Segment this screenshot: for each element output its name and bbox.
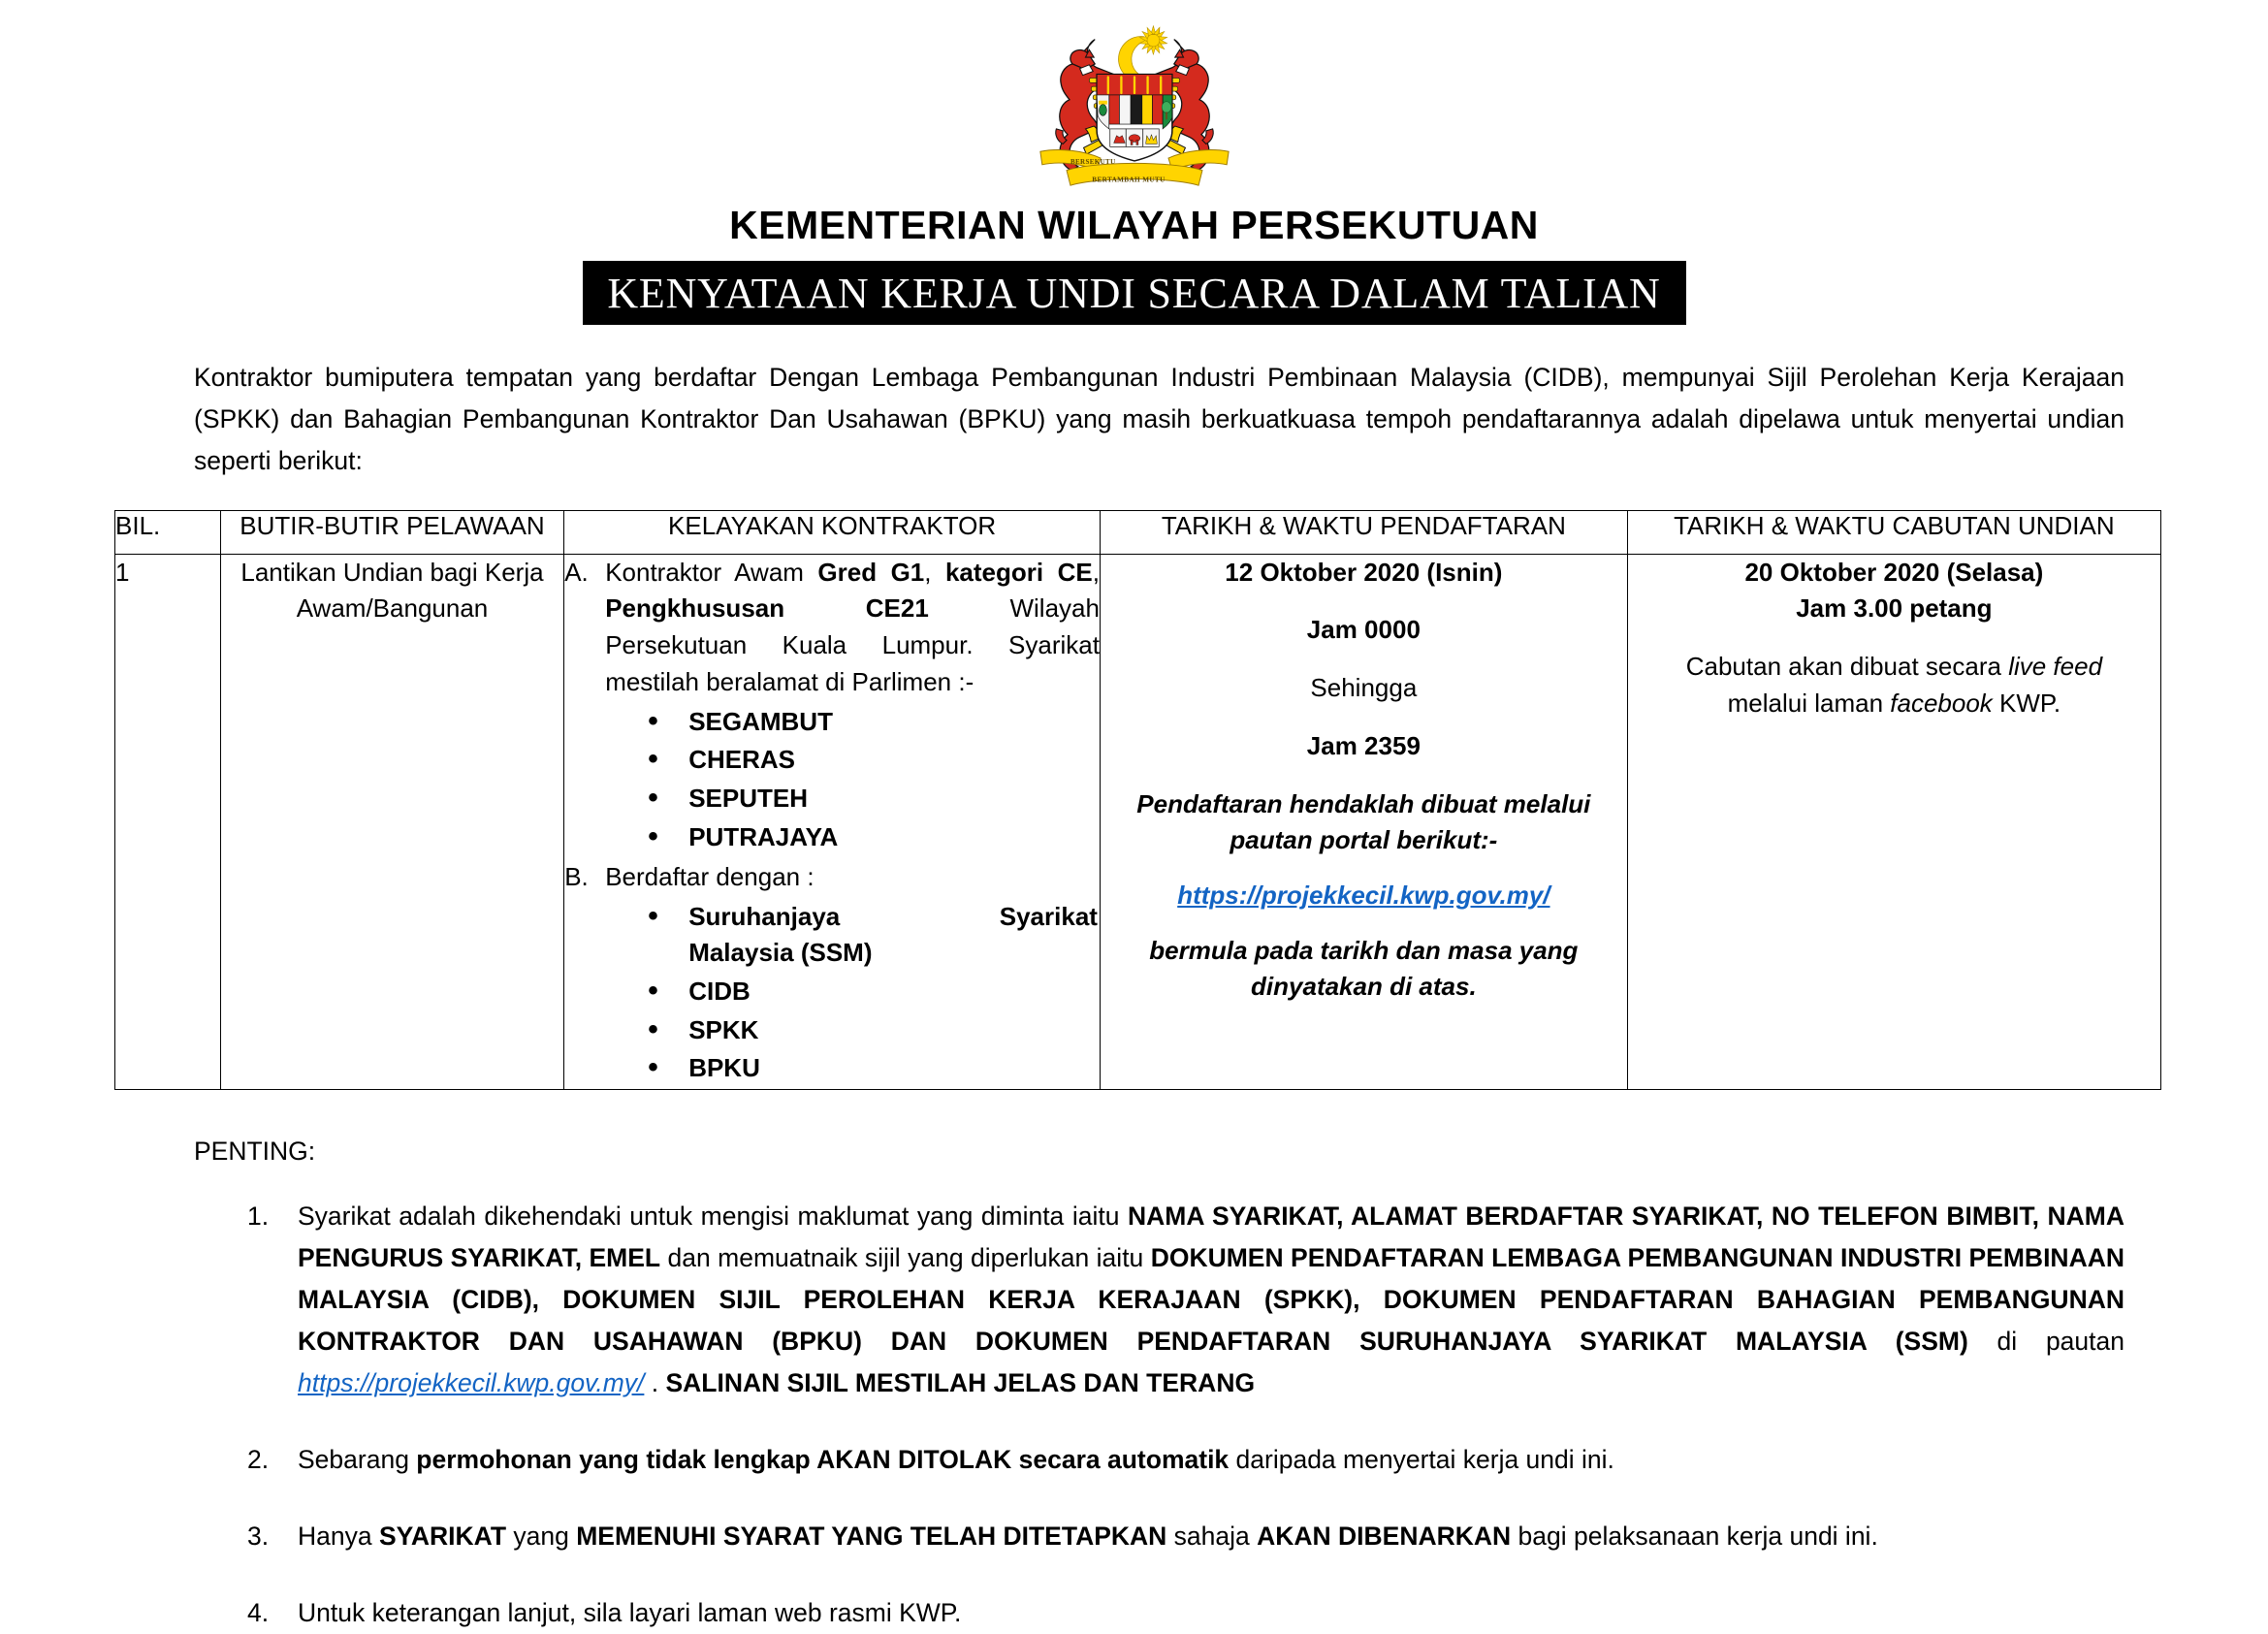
text-run: SALINAN SIJIL MESTILAH JELAS DAN TERANG: [665, 1368, 1256, 1398]
parlimen-list: [564, 704, 1100, 856]
marker-b: B.: [564, 862, 589, 892]
kelayakan-item-a: [564, 555, 1100, 701]
a-t5: Wilayah Persekutuan Kuala Lumpur. Syarikat mestilah beralamat di Parlimen :-: [605, 593, 1100, 696]
header-pendaftaran: TARIKH & WAKTU PENDAFTARAN: [1100, 510, 1627, 554]
cabutan-note: [1628, 649, 2160, 686]
penting-num-2: 2.: [247, 1444, 270, 1474]
list-item: • PUTRAJAYA: [688, 819, 1100, 855]
text-run: Sebarang: [298, 1444, 417, 1474]
pendaftaran-note-4: dinyatakan di atas.: [1251, 972, 1477, 1002]
penting-label: PENTING:: [194, 1137, 316, 1167]
text-run: permohonan yang tidak lengkap AKAN DITOLAK secara automatik: [416, 1444, 1230, 1474]
text-run: .: [644, 1368, 666, 1398]
banner-title: KENYATAAN KERJA UNDI SECARA DALAM TALIAN: [607, 269, 1661, 317]
list-item: • BPKU: [688, 1050, 1100, 1086]
list-item: • CHERAS: [688, 742, 1100, 778]
text-run: yang: [506, 1521, 577, 1551]
inline-portal-link[interactable]: https://projekkecil.kwp.gov.my/: [298, 1368, 645, 1398]
kelayakan-b-text: Berdaftar dengan :: [605, 862, 815, 892]
text-run: MEMENUHI SYARAT YANG TELAH DITETAPKAN: [576, 1521, 1167, 1551]
text-run: NAMA SYARIKAT, ALAMAT BERDAFTAR SYARIKAT, NO TELEFON BIMBIT, NAMA PENGURUS SYARIKAT, EMEL: [298, 1201, 2125, 1273]
a-t4: [784, 593, 866, 623]
penting-num-3: 3.: [247, 1521, 270, 1551]
pendaftaran-note-1: Pendaftaran hendaklah dibuat melalui: [1136, 788, 1591, 818]
cabutan-time: Jam 3.00 petang: [1796, 593, 1993, 624]
header-bil: BIL.: [115, 510, 221, 554]
penting-num-4: 4.: [247, 1597, 270, 1627]
intro-paragraph: Kontraktor bumiputera tempatan yang berdaftar Dengan Lembaga Pembangunan Industri Pembinaan Malaysia (CIDB), mempunyai Sijil Perolehan Kerja Kerajaan (SPKK) dan Bahagian Pembangunan Kontraktor Dan Usahawan (BPKU) yang masih berkuatkuasa tempoh pendaftarannya adalah dipelawa untuk menyertai undian seperti berikut:: [194, 363, 2124, 475]
table-row: [115, 554, 2161, 1090]
cabutan-note-p1: Cabutan akan dibuat secara: [1685, 652, 2009, 682]
cell-cabutan: [1627, 554, 2160, 1090]
list-item: • CIDB: [688, 974, 1100, 1009]
ssm-line-1: • Suruhanjaya Syarikat: [688, 901, 1098, 931]
pendaftaran-date: 12 Oktober 2020 (Isnin): [1225, 557, 1503, 587]
berdaftar-list: [564, 899, 1100, 1087]
header-butir: BUTIR-BUTIR PELAWAAN: [220, 510, 563, 554]
a-t3: ,: [1092, 557, 1100, 587]
penting-item-4: [247, 1592, 2124, 1634]
a-b1: Gred G1: [817, 557, 925, 587]
pendaftaran-separator: Sehingga: [1310, 673, 1418, 703]
pendaftaran-time-end: Jam 2359: [1306, 730, 1421, 760]
cabutan-note-2: [1628, 686, 2160, 722]
announcement-banner: [583, 261, 1686, 325]
ministry-title: KEMENTERIAN WILAYAH PERSEKUTUAN: [729, 203, 1539, 247]
a-t2: ,: [924, 557, 945, 587]
cell-kelayakan: [564, 554, 1101, 1090]
text-run: DOKUMEN PENDAFTARAN LEMBAGA PEMBANGUNAN INDUSTRI PEMBINAAN MALAYSIA (CIDB), DOKUMEN SIJIL PEROLEHAN KERJA KERAJAAN (SPKK), DOKUMEN PENDAFTARAN BAHAGIAN PEMBANGUNAN KONTRAKTOR DAN USAHAWAN (BPKU) DAN DOKUMEN PENDAFTARAN SURUHANJAYA SYARIKAT MALAYSIA (SSM): [298, 1243, 2124, 1357]
pendaftaran-note-3: bermula pada tarikh dan masa yang: [1149, 935, 1579, 965]
list-item: • SPKK: [688, 1012, 1100, 1048]
malaysian-coat-of-arms-icon: [1003, 19, 1266, 199]
text-run: sahaja: [1166, 1521, 1258, 1551]
text-run: Hanya: [298, 1521, 379, 1551]
emblem-container: [0, 0, 2268, 199]
motto-top-text: BERSEKUTU: [1070, 157, 1116, 166]
cell-pendaftaran: [1100, 554, 1627, 1090]
penting-list: [247, 1196, 2124, 1633]
text-run: AKAN DIBENARKAN: [1257, 1521, 1512, 1551]
text-run: daripada menyertai kerja undi ini.: [1229, 1444, 1614, 1474]
pendaftaran-note-2: pautan portal berikut:-: [1230, 825, 1498, 855]
ssm-line-2: Malaysia (SSM): [688, 937, 873, 967]
registration-portal-link[interactable]: https://projekkecil.kwp.gov.my/: [1177, 880, 1550, 910]
cabutan-note-p2: melalui laman: [1727, 688, 1891, 718]
kelayakan-item-b: [564, 859, 1100, 896]
cell-bil: 1: [115, 554, 221, 1090]
a-b3: Pengkhususan: [605, 593, 785, 624]
list-item: • SEPUTEH: [688, 781, 1100, 817]
penting-text-2: [298, 1445, 1614, 1474]
marker-a: A.: [564, 557, 589, 587]
a-b4: CE21: [865, 593, 929, 624]
a-b2: kategori CE: [944, 557, 1093, 587]
penting-text-4: [298, 1598, 961, 1627]
penting-item-3: [247, 1516, 2124, 1557]
penting-item-1: [247, 1196, 2124, 1404]
header-kelayakan: KELAYAKAN KONTRAKTOR: [564, 510, 1101, 554]
cabutan-note-p3: KWP.: [1992, 688, 2061, 718]
text-run: bagi pelaksanaan kerja undi ini.: [1511, 1521, 1878, 1551]
cabutan-date: 20 Oktober 2020 (Selasa): [1744, 557, 2044, 587]
a-t1: Kontraktor Awam: [605, 557, 818, 587]
kelayakan-a-text: [605, 555, 1100, 701]
list-item: [688, 899, 1100, 971]
text-run: dan memuatnaik sijil yang diperlukan iaitu: [660, 1243, 1151, 1273]
penting-text-3: [298, 1522, 1878, 1551]
header-cabutan: TARIKH & WAKTU CABUTAN UNDIAN: [1627, 510, 2160, 554]
pendaftaran-time-start: Jam 0000: [1306, 615, 1421, 645]
text-run: di pautan: [1967, 1327, 2124, 1357]
cell-butir: Lantikan Undian bagi Kerja Awam/Bangunan: [220, 554, 563, 1090]
motto-bottom-text: BERTAMBAH MUTU: [1091, 176, 1166, 184]
text-run: Untuk keterangan lanjut, sila layari laman web rasmi KWP.: [298, 1597, 962, 1627]
text-run: SYARIKAT: [378, 1521, 507, 1551]
penting-item-2: [247, 1439, 2124, 1481]
offer-table: [114, 510, 2161, 1091]
penting-num-1: 1.: [247, 1201, 270, 1232]
table-header-row: [115, 510, 2161, 554]
cabutan-note-italic-facebook: facebook: [1890, 688, 1993, 718]
cabutan-note-italic-live-feed: live feed: [2008, 652, 2103, 682]
penting-text-1: [298, 1201, 2124, 1397]
text-run: Syarikat adalah dikehendaki untuk mengisi maklumat yang diminta iaitu: [298, 1201, 1128, 1232]
list-item: • SEGAMBUT: [688, 704, 1100, 740]
